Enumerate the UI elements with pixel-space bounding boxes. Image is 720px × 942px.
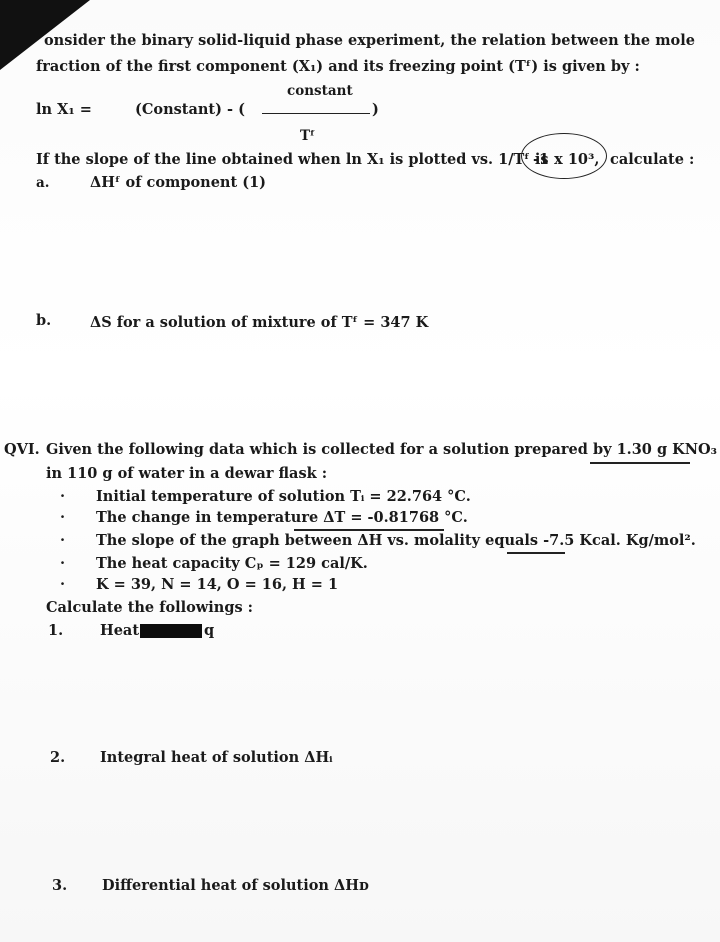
item-3-number: 3. <box>52 877 68 894</box>
part-a-text: ΔHᶠ of component (1) <box>90 174 267 191</box>
q6-line2: in 110 g of water in a dewar flask : <box>46 465 328 482</box>
hand-underline-kno3 <box>590 462 690 464</box>
equation-middle: (Constant) - ( <box>135 101 245 118</box>
data-heat-capacity: The heat capacity Cₚ = 129 cal/K. <box>96 555 368 572</box>
hand-drawn-circle <box>521 133 607 179</box>
bullet-dot: · <box>60 532 66 549</box>
q6-line1: Given the following data which is collected for a solution prepared by 1.30 g KNO₃ <box>46 441 717 458</box>
item-2-number: 2. <box>50 749 66 766</box>
bullet-dot: · <box>60 576 66 593</box>
q6-label: QVI. <box>4 441 40 458</box>
item-2-text: Integral heat of solution ΔHᵢ <box>100 749 333 766</box>
data-temperature-change: The change in temperature ΔT = -0.81768 °C. <box>96 509 468 526</box>
part-a-label: a. <box>36 175 50 191</box>
equation-numerator: constant <box>287 83 353 99</box>
q5-slope-text: If the slope of the line obtained when ln X₁ is plotted vs. 1/Tᶠ is <box>36 151 549 168</box>
bullet-dot: · <box>60 555 66 572</box>
hand-underline-slope <box>507 552 565 554</box>
hand-underline-delta-t <box>294 529 444 531</box>
item-1-text: Heat <box>100 622 140 639</box>
bullet-dot: · <box>60 488 66 505</box>
redaction-bar <box>140 624 202 638</box>
equation-fraction-bar <box>262 113 370 114</box>
data-graph-slope: The slope of the graph between ΔH vs. molality equals -7.5 Kcal. Kg/mol². <box>96 532 696 549</box>
item-1-tail: q <box>204 622 215 639</box>
q5-calculate-label: calculate : <box>610 151 695 168</box>
equation-denominator: Tᶠ <box>300 128 316 144</box>
bullet-dot: · <box>60 509 66 526</box>
item-3-text: Differential heat of solution ΔHᴅ <box>102 877 369 894</box>
calculate-followings: Calculate the followings : <box>46 599 254 616</box>
data-atomic-masses: K = 39, N = 14, O = 16, H = 1 <box>96 576 339 593</box>
equation-close-paren: ) <box>372 101 379 118</box>
part-b-text: ΔS for a solution of mixture of Tᶠ = 347 K <box>90 314 429 331</box>
q5-intro-line2: fraction of the first component (X₁) and its freezing point (Tᶠ) is given by : <box>36 58 640 75</box>
q5-intro-line1: onsider the binary solid-liquid phase experiment, the relation between the mole <box>44 32 695 49</box>
data-initial-temperature: Initial temperature of solution Tᵢ = 22.764 °C. <box>96 488 471 505</box>
equation-lhs: ln X₁ = <box>36 101 92 118</box>
item-1-number: 1. <box>48 622 64 639</box>
part-b-label: b. <box>36 312 52 329</box>
q5-slope-value: -1 x 10³, <box>533 151 600 168</box>
